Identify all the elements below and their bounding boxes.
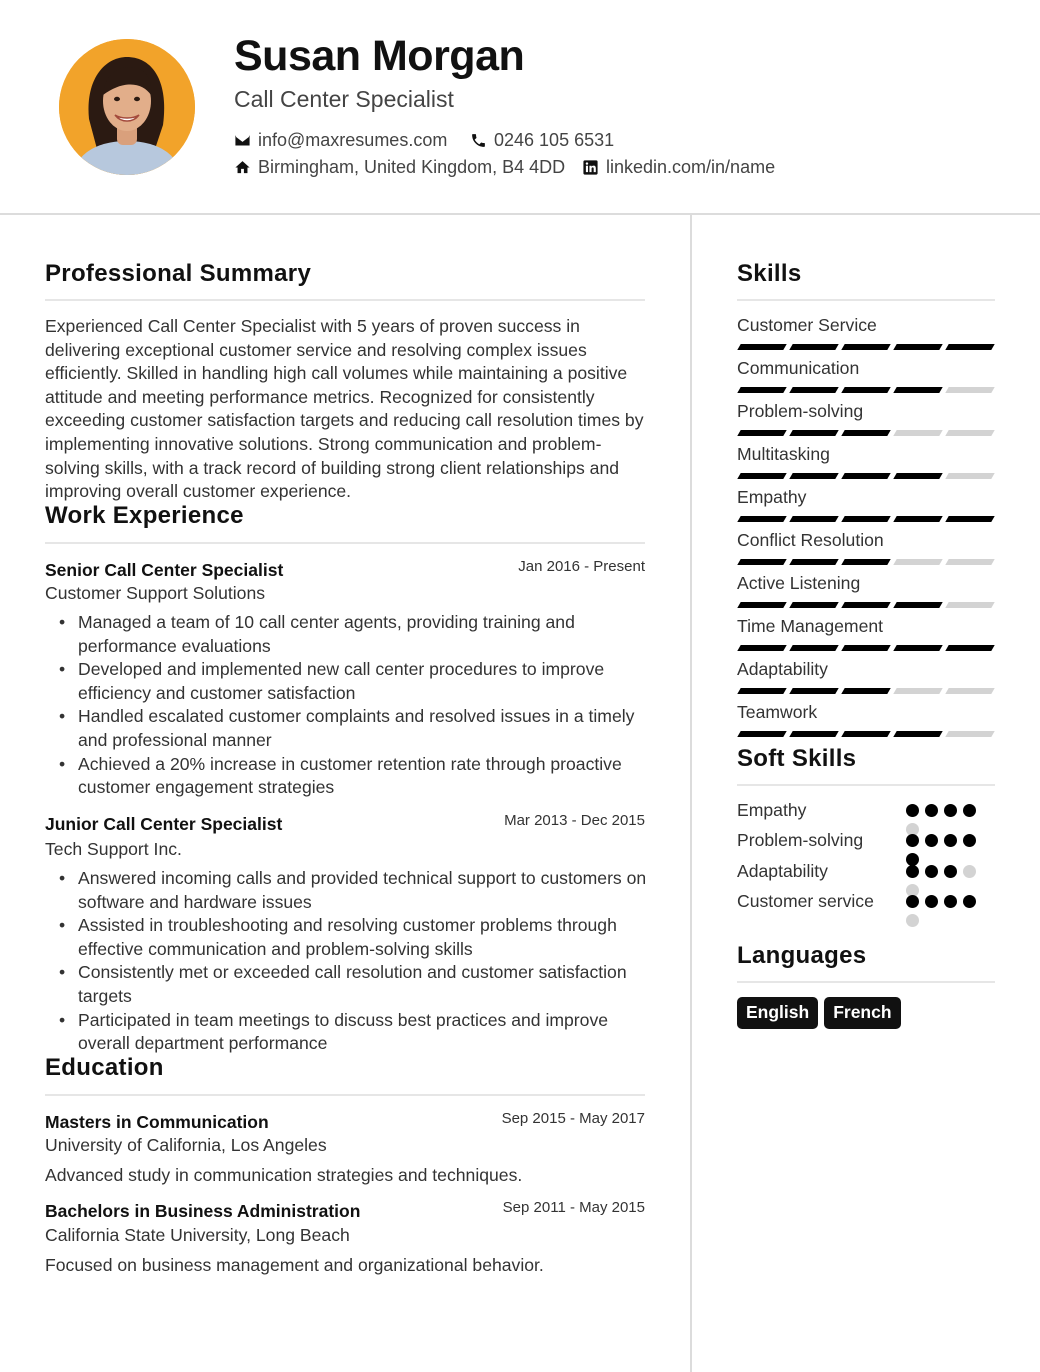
job-date: Jan 2016 - Present bbox=[518, 558, 645, 575]
soft-skills-rule bbox=[737, 784, 995, 786]
skill-level-bar bbox=[739, 731, 993, 737]
skill-level-bar bbox=[739, 559, 993, 565]
skill-level-segment bbox=[945, 430, 994, 436]
rating-dot bbox=[906, 834, 919, 847]
experience-heading: Work Experience bbox=[45, 502, 244, 529]
skill-name: Teamwork bbox=[737, 702, 818, 722]
skill-level-segment bbox=[789, 430, 838, 436]
skill-level-segment bbox=[841, 430, 890, 436]
contact-address bbox=[234, 157, 565, 178]
rating-dot bbox=[963, 834, 976, 847]
skill-level-segment bbox=[737, 344, 786, 350]
rating-dot bbox=[944, 804, 957, 817]
skill-level-segment bbox=[893, 516, 942, 522]
skill-level-bar bbox=[739, 645, 993, 651]
skill-level-segment bbox=[841, 559, 890, 565]
rating-dot bbox=[906, 895, 919, 908]
rating-dot bbox=[944, 865, 957, 878]
skill-level-bar bbox=[739, 344, 993, 350]
language-badge: English bbox=[737, 997, 818, 1029]
skill-level-segment bbox=[789, 645, 838, 651]
rating-dot bbox=[925, 804, 938, 817]
skill-level-bar bbox=[739, 688, 993, 694]
contact-phone[interactable] bbox=[470, 130, 614, 151]
job-bullets bbox=[59, 611, 649, 800]
language-badge: French bbox=[824, 997, 900, 1029]
skill-level-segment bbox=[893, 645, 942, 651]
degree-date: Sep 2015 - May 2017 bbox=[501, 1110, 645, 1127]
profile-photo bbox=[59, 39, 195, 175]
skill-level-segment bbox=[789, 473, 838, 479]
skill-level-segment bbox=[945, 645, 994, 651]
skill-level-segment bbox=[789, 688, 838, 694]
skills-rule bbox=[737, 299, 995, 301]
rating-dot bbox=[944, 895, 957, 908]
job-bullet: • Consistently met or exceeded call resolution and customer satisfaction targets bbox=[59, 961, 649, 1008]
skill-level-segment bbox=[737, 430, 786, 436]
column-divider bbox=[690, 215, 692, 1372]
skill-name: Time Management bbox=[737, 616, 884, 636]
skill-level-segment bbox=[737, 473, 786, 479]
skill-level-segment bbox=[841, 516, 890, 522]
rating-dot bbox=[963, 895, 976, 908]
skill-name: Problem-solving bbox=[737, 401, 864, 421]
job-bullet: • Achieved a 20% increase in customer retention rate through proactive customer engagement strategies bbox=[59, 753, 649, 800]
skill-name: Empathy bbox=[737, 487, 807, 507]
school-name: University of California, Los Angeles bbox=[45, 1135, 327, 1155]
skill-level-segment bbox=[893, 344, 942, 350]
education-rule bbox=[45, 1094, 645, 1096]
profile-photo-illustration bbox=[59, 39, 195, 175]
skill-level-segment bbox=[737, 516, 786, 522]
job-bullet: • Managed a team of 10 call center agents, providing training and performance evaluations bbox=[59, 611, 649, 658]
skill-level-segment bbox=[737, 387, 786, 393]
job-company: Tech Support Inc. bbox=[45, 839, 182, 859]
skill-level-segment bbox=[841, 473, 890, 479]
address-text: Birmingham, United Kingdom, B4 4DD bbox=[258, 157, 566, 177]
degree-description: Focused on business management and organizational behavior. bbox=[45, 1255, 544, 1275]
summary-rule bbox=[45, 299, 645, 301]
soft-skill-rating bbox=[906, 804, 978, 836]
skill-level-segment bbox=[737, 645, 786, 651]
rating-dot bbox=[925, 834, 938, 847]
candidate-title: Call Center Specialist bbox=[234, 86, 454, 112]
skill-level-segment bbox=[789, 387, 838, 393]
skill-level-bar bbox=[739, 602, 993, 608]
skill-level-segment bbox=[893, 387, 942, 393]
soft-skill-name: Adaptability bbox=[737, 860, 828, 881]
skill-level-segment bbox=[893, 559, 942, 565]
email-text: info@maxresumes.com bbox=[258, 130, 448, 150]
rating-dot bbox=[925, 895, 938, 908]
skill-level-segment bbox=[789, 731, 838, 737]
skill-name: Customer Service bbox=[737, 315, 877, 335]
skill-name: Active Listening bbox=[737, 573, 861, 593]
rating-dot bbox=[925, 865, 938, 878]
skill-level-segment bbox=[945, 516, 994, 522]
skill-name: Communication bbox=[737, 358, 860, 378]
skill-name: Conflict Resolution bbox=[737, 530, 884, 550]
candidate-name: Susan Morgan bbox=[234, 32, 525, 80]
languages-list bbox=[737, 997, 901, 1029]
job-company: Customer Support Solutions bbox=[45, 583, 266, 603]
skill-level-segment bbox=[945, 344, 994, 350]
job-date: Mar 2013 - Dec 2015 bbox=[504, 812, 645, 829]
linkedin-text: linkedin.com/in/name bbox=[606, 157, 776, 177]
job-bullet: • Participated in team meetings to discuss best practices and improve overall department performance bbox=[59, 1009, 649, 1056]
skill-level-segment bbox=[841, 602, 890, 608]
soft-skill-rating bbox=[906, 895, 978, 927]
rating-dot bbox=[906, 914, 919, 927]
skill-level-segment bbox=[841, 688, 890, 694]
skill-level-segment bbox=[893, 602, 942, 608]
job-bullet: • Handled escalated customer complaints and resolved issues in a timely and professional manner bbox=[59, 705, 649, 752]
job-title: Senior Call Center Specialist bbox=[45, 560, 284, 580]
job-bullet: • Assisted in troubleshooting and resolving customer problems through effective communication and problem-solving skills bbox=[59, 914, 649, 961]
soft-skill-name: Customer service bbox=[737, 890, 874, 911]
rating-dot bbox=[963, 865, 976, 878]
summary-heading: Professional Summary bbox=[45, 260, 312, 287]
skill-level-bar bbox=[739, 387, 993, 393]
rating-dot bbox=[963, 804, 976, 817]
degree-date: Sep 2011 - May 2015 bbox=[502, 1199, 645, 1216]
skill-level-segment bbox=[737, 688, 786, 694]
skill-level-segment bbox=[737, 602, 786, 608]
degree-title: Masters in Communication bbox=[45, 1112, 269, 1132]
skill-level-bar bbox=[739, 473, 993, 479]
skill-level-segment bbox=[945, 387, 994, 393]
skill-level-segment bbox=[841, 344, 890, 350]
skill-level-segment bbox=[789, 602, 838, 608]
skill-level-segment bbox=[841, 387, 890, 393]
rating-dot bbox=[906, 865, 919, 878]
skill-level-segment bbox=[945, 473, 994, 479]
job-title: Junior Call Center Specialist bbox=[45, 814, 283, 834]
contact-email[interactable] bbox=[234, 130, 447, 151]
phone-icon bbox=[470, 132, 487, 149]
skill-level-segment bbox=[893, 731, 942, 737]
soft-skills-heading: Soft Skills bbox=[737, 745, 857, 772]
skill-level-segment bbox=[789, 344, 838, 350]
languages-heading: Languages bbox=[737, 942, 867, 969]
skill-level-segment bbox=[737, 559, 786, 565]
skill-level-segment bbox=[893, 473, 942, 479]
skill-level-segment bbox=[841, 645, 890, 651]
soft-skill-rating bbox=[906, 865, 978, 897]
school-name: California State University, Long Beach bbox=[45, 1225, 350, 1245]
soft-skill-name: Empathy bbox=[737, 800, 807, 820]
job-bullet: • Answered incoming calls and provided technical support to customers on software and hardware issues bbox=[59, 867, 649, 914]
skill-level-segment bbox=[945, 731, 994, 737]
degree-title: Bachelors in Business Administration bbox=[45, 1201, 361, 1221]
skill-level-segment bbox=[841, 731, 890, 737]
skill-level-segment bbox=[737, 731, 786, 737]
home-icon bbox=[234, 159, 251, 176]
education-heading: Education bbox=[45, 1054, 164, 1081]
skill-name: Multitasking bbox=[737, 444, 830, 464]
skill-level-bar bbox=[739, 516, 993, 522]
degree-description: Advanced study in communication strategies and techniques. bbox=[45, 1165, 523, 1185]
summary-text: Experienced Call Center Specialist with 5 years of proven success in delivering exceptional customer service and resolving complex issues efficiently. Skilled in handling high call volumes while maintaining a positive attitude and meeting performance metrics. Recognized for consistently exceeding customer satisfaction targets and reducing call resolution times by implementing innovative solutions. Strong communication and problem-solving skills, with a track record of building strong client relationships and improving overall customer experience. bbox=[45, 316, 644, 502]
contact-linkedin[interactable] bbox=[582, 157, 775, 178]
skill-level-segment bbox=[789, 516, 838, 522]
resume-header bbox=[0, 0, 1040, 215]
skill-level-segment bbox=[945, 559, 994, 565]
soft-skill-rating bbox=[906, 834, 978, 866]
linkedin-icon bbox=[582, 159, 599, 176]
skill-level-segment bbox=[893, 688, 942, 694]
skill-level-segment bbox=[789, 559, 838, 565]
skill-level-segment bbox=[893, 430, 942, 436]
skill-level-segment bbox=[945, 688, 994, 694]
job-bullet: • Developed and implemented new call center procedures to improve efficiency and customer satisfaction bbox=[59, 658, 649, 705]
languages-rule bbox=[737, 981, 995, 983]
job-bullets bbox=[59, 867, 649, 1056]
rating-dot bbox=[906, 804, 919, 817]
envelope-icon bbox=[234, 132, 251, 149]
skill-level-segment bbox=[945, 602, 994, 608]
experience-rule bbox=[45, 542, 645, 544]
skill-name: Adaptability bbox=[737, 659, 828, 679]
skills-heading: Skills bbox=[737, 260, 802, 287]
phone-text: 0246 105 6531 bbox=[494, 130, 615, 150]
rating-dot bbox=[944, 834, 957, 847]
skill-level-bar bbox=[739, 430, 993, 436]
soft-skill-name: Problem-solving bbox=[737, 830, 864, 851]
